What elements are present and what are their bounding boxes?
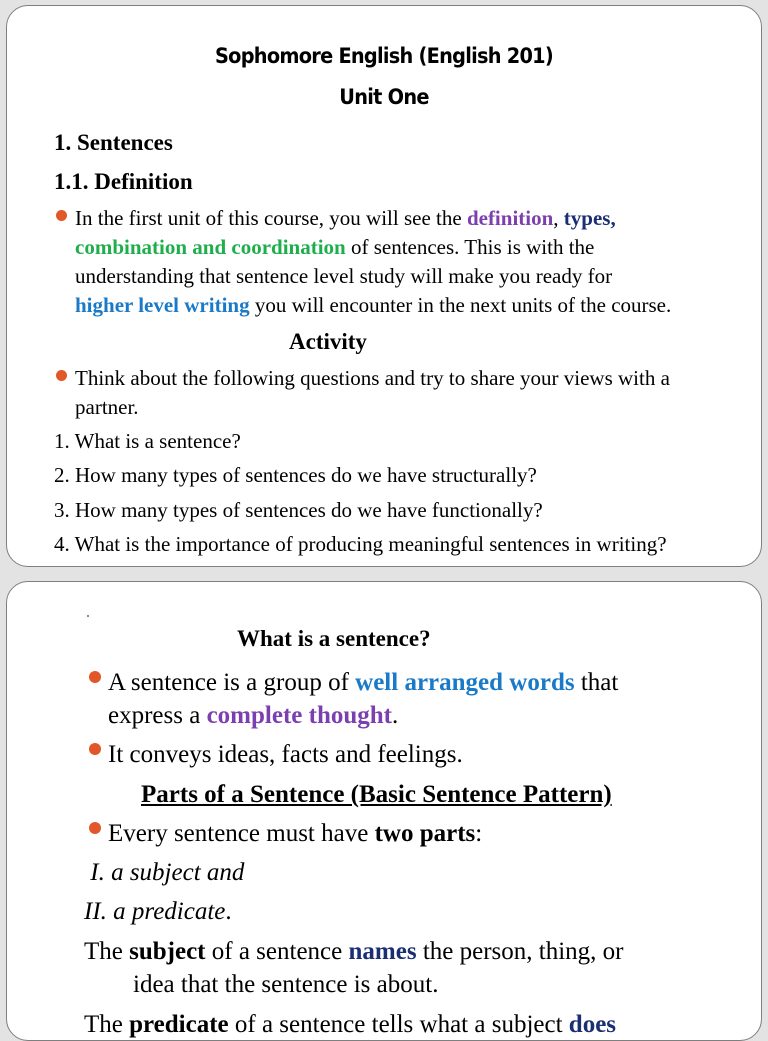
text: of sentences. This is with the [345,235,595,259]
definition-line-3: understanding that sentence level study will make you ready for [75,264,613,288]
keyword-definition: definition [466,206,554,230]
text: you will encounter in the next units of the course. [249,293,672,317]
keyword-higher-level-writing: higher level writing [75,293,250,317]
subject-line-1 [84,935,623,968]
subject-line-2: idea that the sentence is about. [133,971,439,998]
text: A sentence is a group of [108,669,356,696]
part-predicate [84,895,232,928]
slide-1 [6,5,762,567]
decorative-dot [87,615,89,617]
question-1: 1. What is a sentence? [54,429,241,453]
bullet-icon [89,671,101,683]
keyword-two-parts: two parts [374,820,476,847]
text: In the first unit of this course, you will see the [75,206,467,230]
bullet-icon [56,210,67,221]
question-3: 3. How many types of sentences do we have functionally? [54,498,543,522]
text: The [84,938,130,965]
text: The [84,1011,130,1038]
text: , [553,206,564,230]
keyword-complete-thought: complete thought [206,702,392,729]
sentence-def-line-1 [108,666,618,699]
think-line-2: partner. [75,395,139,419]
text: of a sentence tells what a subject [228,1011,569,1038]
text: of a sentence [205,938,349,965]
keyword-predicate: predicate [129,1011,229,1038]
parts-heading: Parts of a Sentence (Basic Sentence Pattern) [141,781,612,808]
definition-line-4 [75,291,671,320]
question-4: 4. What is the importance of producing meaningful sentences in writing? [54,532,667,556]
bullet-icon [89,743,101,755]
text: . [391,702,399,729]
unit-title: Unit One [339,85,429,109]
text: the person, thing, or [416,938,624,965]
part-subject: I. a subject and [84,859,245,886]
definition-line-2 [75,233,594,262]
text: that [574,669,619,696]
slide-2 [6,581,762,1041]
activity-heading: Activity [289,329,367,354]
keyword-does: does [568,1011,617,1038]
definition-line-1 [75,204,616,233]
text: express a [108,702,207,729]
heading-sentences: 1. Sentences [54,130,173,155]
sentence-def-line-2 [108,699,398,732]
keyword-well-arranged-words: well arranged words [355,669,575,696]
bullet-icon [56,370,67,381]
think-line-1: Think about the following questions and try to share your views with a [75,366,670,390]
text: : [475,820,483,847]
conveys-line: It conveys ideas, facts and feelings. [108,741,463,768]
two-parts-line [108,817,482,850]
text: II. a predicate [84,898,226,925]
keyword-subject: subject [129,938,206,965]
text: . [225,898,232,925]
keyword-names: names [348,938,417,965]
heading-definition: 1.1. Definition [54,169,193,194]
keyword-types: types, [563,206,616,230]
course-title: Sophomore English (English 201) [214,44,553,68]
predicate-line-1 [84,1008,616,1041]
question-2: 2. How many types of sentences do we have structurally? [54,463,537,487]
keyword-combination: combination and coordination [75,235,346,259]
text: Every sentence must have [108,820,375,847]
bullet-icon [89,822,101,834]
what-is-sentence-heading: What is a sentence? [237,626,431,651]
